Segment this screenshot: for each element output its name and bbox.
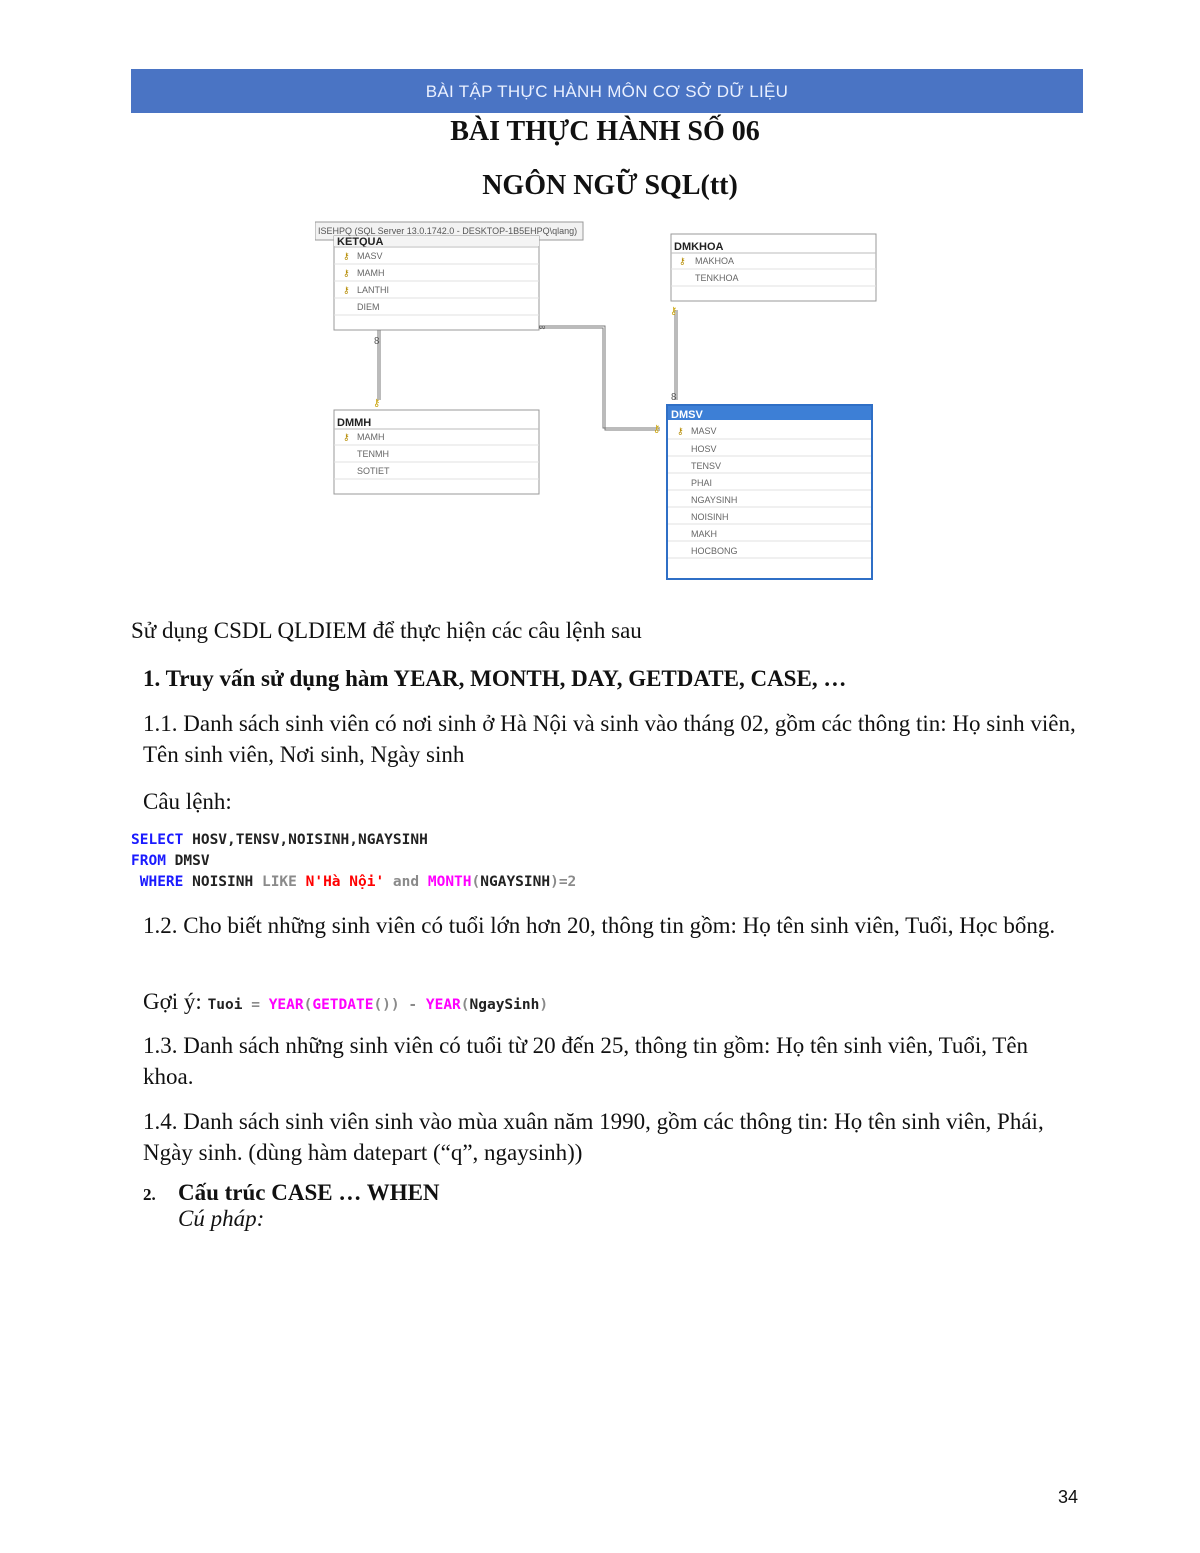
table-title: DMSV xyxy=(671,409,703,421)
table-ketqua xyxy=(334,236,539,330)
field-label: MAKH xyxy=(691,529,718,539)
field-label: MAMH xyxy=(357,432,385,442)
page-title: BÀI THỰC HÀNH SỐ 06 xyxy=(450,116,760,147)
section2-heading: Cấu trúc CASE … WHEN xyxy=(178,1180,440,1205)
intro-text: Sử dụng CSDL QLDIEM để thực hiện các câu lệnh sau xyxy=(131,618,642,643)
field-label: MASV xyxy=(357,251,383,261)
field-label: NOISINH xyxy=(691,512,729,522)
question-1-2: 1.2. Cho biết những sinh viên có tuổi lớn hơn 20, thông tin gồm: Họ tên sinh viên, Tuổi, Học bổng. xyxy=(143,913,1056,938)
field-label: DIEM xyxy=(357,302,380,312)
diagram-window-caption: ISEHPQ (SQL Server 13.0.1742.0 - DESKTOP-1B5EHPQ\qlang) xyxy=(318,226,578,236)
section2-number: 2. xyxy=(143,1185,156,1204)
infinity-icon: 8 xyxy=(374,336,380,347)
hint-line: Gợi ý: Tuoi = YEAR(GETDATE()) - YEAR(NgaySinh) xyxy=(143,989,549,1014)
table-title: DMMH xyxy=(337,417,372,429)
key-icon: ⚷ xyxy=(343,268,350,278)
infinity-icon: ∞ xyxy=(539,322,546,332)
syntax-label: Cú pháp: xyxy=(178,1206,265,1231)
table-dmmh xyxy=(334,410,539,494)
key-icon: ⚷ xyxy=(343,432,350,442)
field-label: MAKHOA xyxy=(695,256,735,266)
key-icon: ⚷ xyxy=(679,256,686,266)
question-1-3: 1.3. Danh sách những sinh viên có tuổi từ 20 đến 25, thông tin gồm: Họ tên sinh viên, Tuổi, Tên khoa. xyxy=(143,1033,1029,1089)
key-icon: ⚷ xyxy=(677,426,684,436)
table-title: KETQUA xyxy=(337,236,384,248)
key-icon: ⚷ xyxy=(653,424,661,435)
field-label: HOSV xyxy=(691,444,717,454)
field-label: TENKHOA xyxy=(695,273,739,283)
cau-lenh-label: Câu lệnh: xyxy=(143,789,232,814)
key-icon: ⚷ xyxy=(373,398,381,409)
question-1-1: 1.1. Danh sách sinh viên có nơi sinh ở Hà Nội và sinh vào tháng 02, gồm các thông tin: Họ sinh viên, Tên sinh viên, Nơi sinh, Ngày sinh xyxy=(143,711,1076,767)
table-dmsv xyxy=(667,405,872,579)
field-label: TENSV xyxy=(691,461,722,471)
key-icon: ⚷ xyxy=(343,285,350,295)
page-subtitle: NGÔN NGỮ SQL(tt) xyxy=(482,170,738,201)
field-label: PHAI xyxy=(691,478,713,488)
key-icon: ⚷ xyxy=(670,306,678,317)
field-label: MASV xyxy=(691,426,717,436)
section2 xyxy=(143,1180,440,1232)
field-label: NGAYSINH xyxy=(691,495,738,505)
table-dmkhoa xyxy=(671,234,876,301)
key-icon: ⚷ xyxy=(343,251,350,261)
header-banner: BÀI TẬP THỰC HÀNH MÔN CƠ SỞ DỮ LIỆU xyxy=(131,69,1083,113)
field-label: TENMH xyxy=(357,449,389,459)
field-label: HOCBONG xyxy=(691,546,738,556)
table-title: DMKHOA xyxy=(674,241,724,253)
section1-heading: 1. Truy vấn sử dụng hàm YEAR, MONTH, DAY, GETDATE, CASE, … xyxy=(143,666,847,691)
database-diagram xyxy=(315,220,885,585)
page-number: 34 xyxy=(1058,1487,1079,1507)
question-1-4: 1.4. Danh sách sinh viên sinh vào mùa xuân năm 1990, gồm các thông tin: Họ tên sinh viên, Phái, Ngày sinh. (dùng hàm datepart (“q”, ngaysinh)) xyxy=(143,1109,1044,1165)
sql-code-block: SELECT HOSV,TENSV,NOISINH,NGAYSINH FROM DMSV WHERE NOISINH LIKE N'Hà Nội' and MONTH(NGAYSINH)=2 xyxy=(131,832,577,890)
field-label: SOTIET xyxy=(357,466,390,476)
field-label: MAMH xyxy=(357,268,385,278)
infinity-icon: 8 xyxy=(671,392,677,403)
field-label: LANTHI xyxy=(357,285,390,295)
